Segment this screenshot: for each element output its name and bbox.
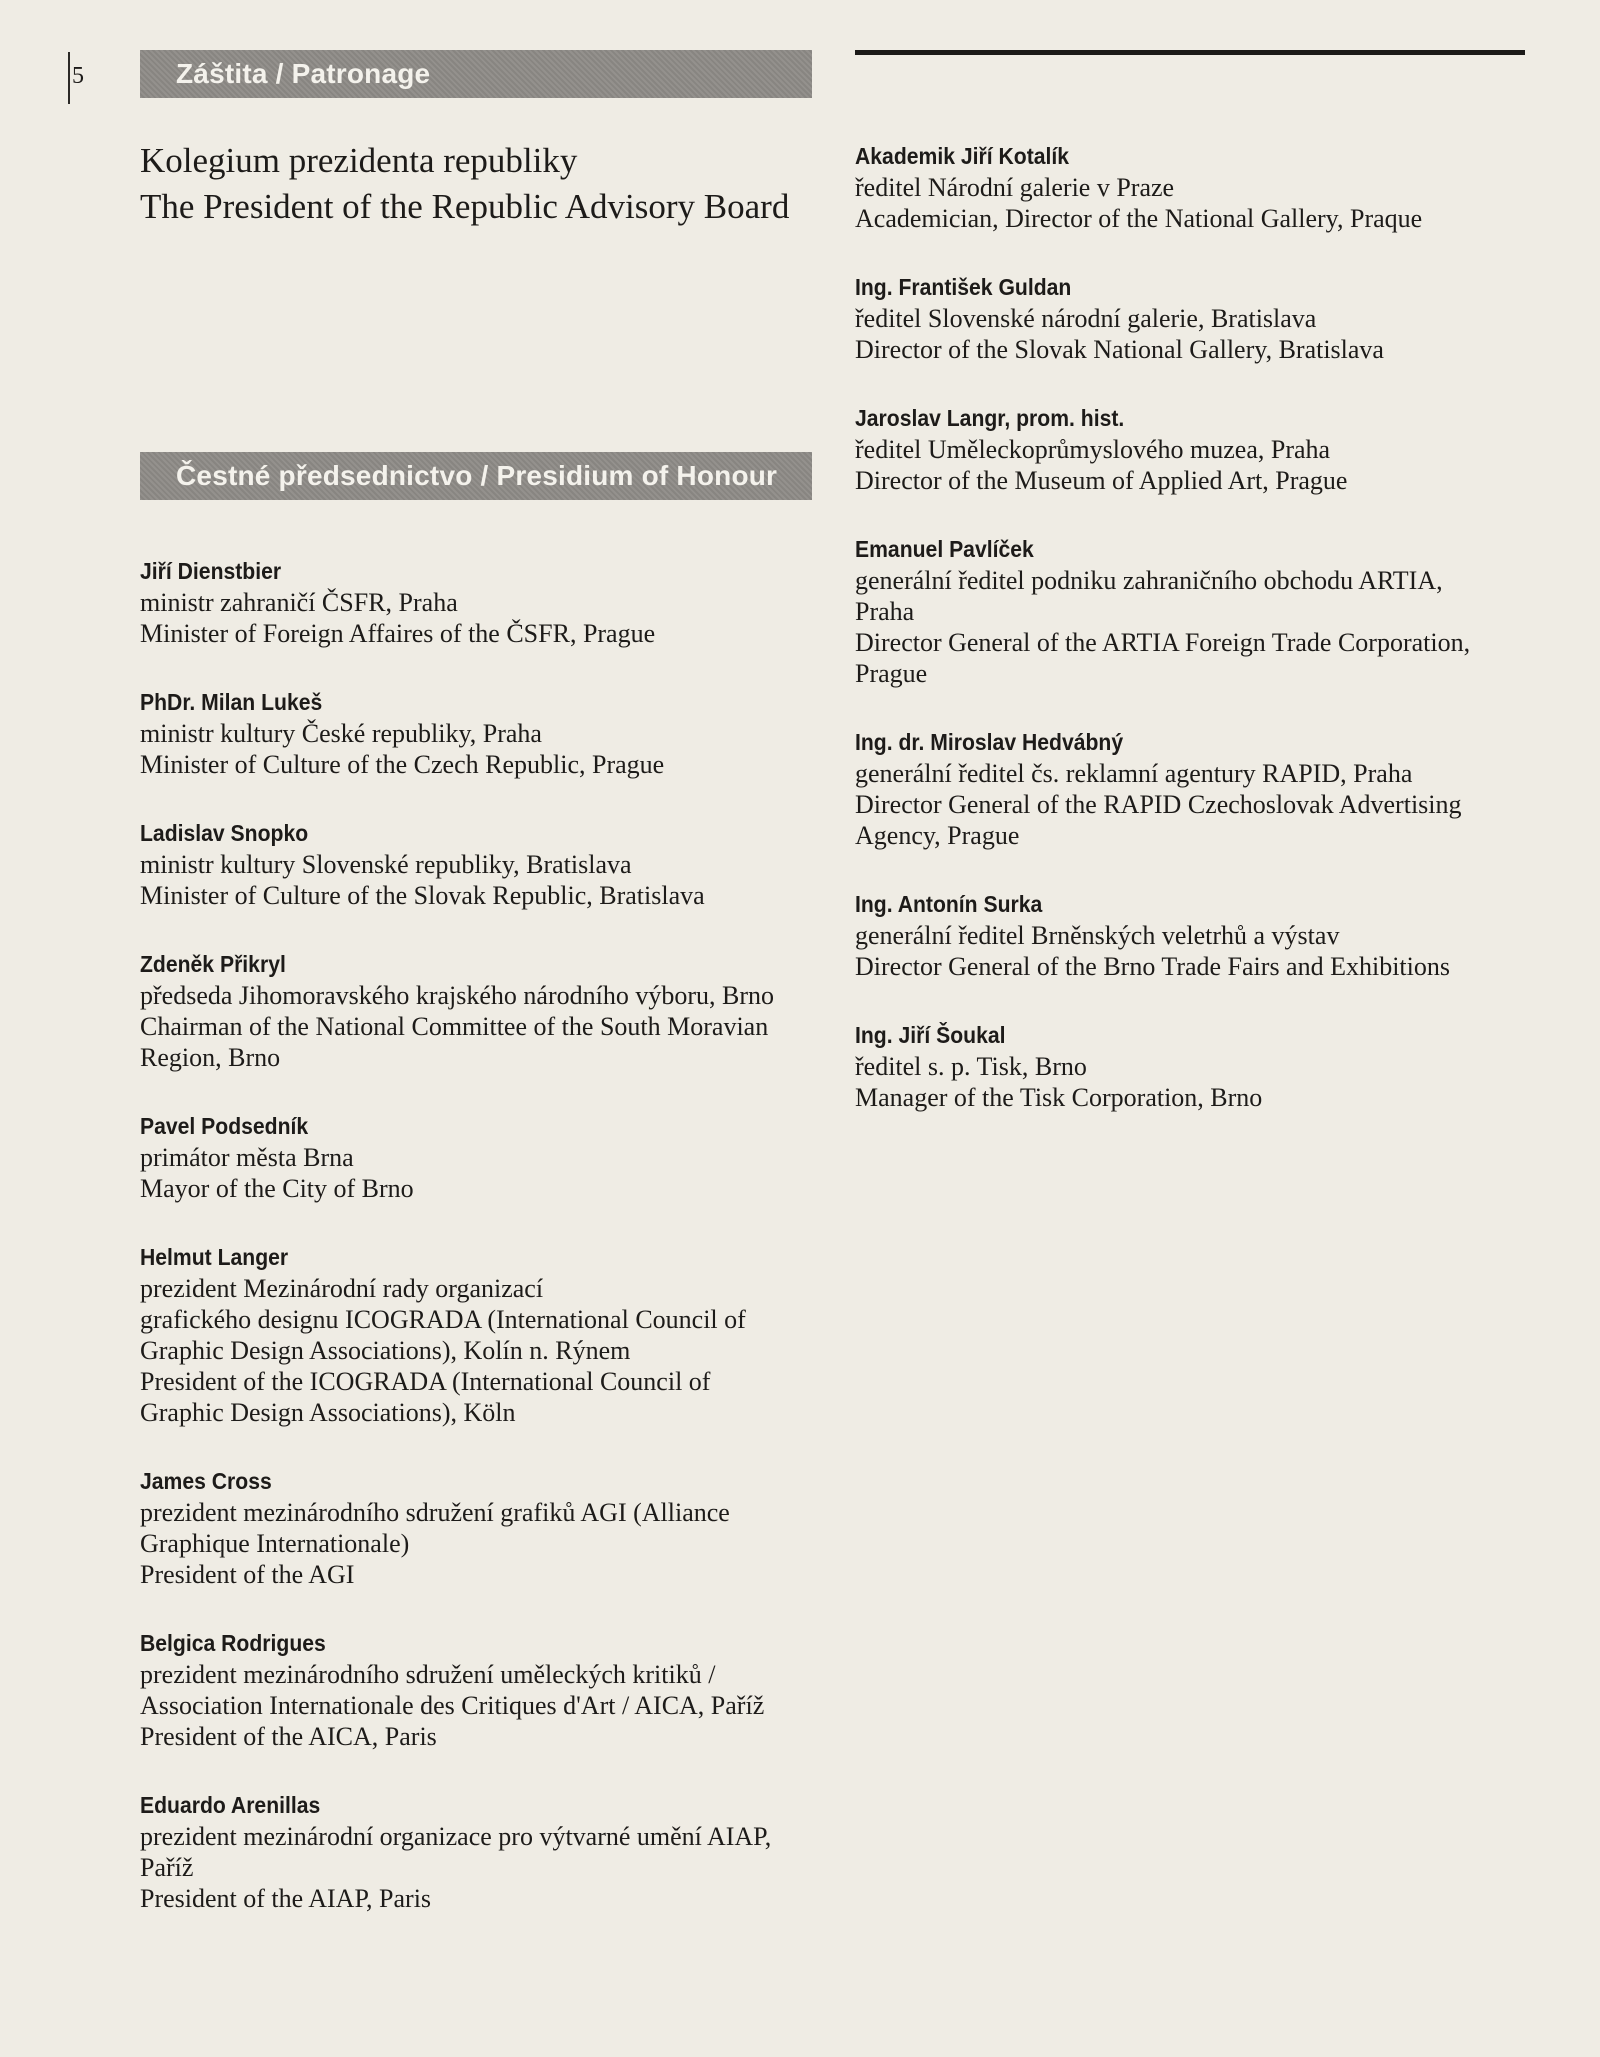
presidium-entry [855,727,1525,851]
entry-line: Chairman of the National Committee of the South Moravian [140,1012,769,1041]
presidium-entry [855,1020,1525,1113]
entry-line: ředitel Slovenské národní galerie, Bratislava [855,304,1317,333]
patronage-body [140,138,812,230]
entry-line: Region, Brno [140,1043,281,1072]
right-column [855,50,1525,1151]
entry-line: prezident mezinárodního sdružení grafiků AGI (Alliance [140,1498,730,1527]
entry-line: generální ředitel podniku zahraničního obchodu ARTIA, [855,566,1443,595]
entry-line: ministr kultury Slovenské republiky, Bratislava [140,850,632,879]
entry-line: Director of the Slovak National Gallery, Bratislava [855,335,1384,364]
presidium-right-list [855,141,1525,1113]
entry-line: Mayor of the City of Brno [140,1174,414,1203]
entry-line: ředitel Národní galerie v Praze [855,173,1175,202]
entry-name: Ing. Antonín Surka [855,891,1043,917]
entry-line: generální ředitel čs. reklamní agentury RAPID, Praha [855,759,1413,788]
entry-line: Paříž [140,1853,194,1882]
entry-line: Director General of the Brno Trade Fairs and Exhibitions [855,952,1450,981]
patronage-line: The President of the Republic Advisory Board [140,187,790,226]
entry-line: prezident Mezinárodní rady organizací [140,1274,544,1303]
entry-line: Praha [855,597,915,626]
entry-name: Jiří Dienstbier [140,558,282,584]
presidium-entry [855,403,1525,496]
entry-line: Prague [855,659,928,688]
entry-name: Helmut Langer [140,1244,289,1270]
presidium-entry [855,141,1525,234]
entry-line: Graphique Internationale) [140,1529,410,1558]
presidium-entry [855,889,1525,982]
presidium-entry [140,949,812,1073]
entry-line: Graphic Design Associations), Kolín n. Rýnem [140,1336,631,1365]
presidium-entry [140,687,812,780]
patronage-line: Kolegium prezidenta republiky [140,141,578,180]
entry-line: prezident mezinárodního sdružení uměleckých kritiků / [140,1660,716,1689]
entry-name: Zdeněk Přikryl [140,951,286,977]
presidium-entry [855,272,1525,365]
page-number: 5 [72,63,84,89]
entry-line: Manager of the Tisk Corporation, Brno [855,1083,1263,1112]
patronage-header: Záštita / Patronage [140,50,812,98]
entry-line: Graphic Design Associations), Köln [140,1398,516,1427]
entry-line: Director General of the ARTIA Foreign Trade Corporation, [855,628,1471,657]
left-column [140,50,812,1952]
page-margin-rule [68,52,70,104]
entry-line: grafického designu ICOGRADA (International Council of [140,1305,746,1334]
entry-line: President of the AGI [140,1560,355,1589]
top-rule [855,50,1525,55]
presidium-entry [140,556,812,649]
presidium-entry [855,534,1525,689]
entry-name: Ing. Jiří Šoukal [855,1022,1006,1048]
entry-line: Minister of Culture of the Czech Republic, Prague [140,750,665,779]
entry-line: Minister of Culture of the Slovak Republic, Bratislava [140,881,705,910]
entry-line: ředitel s. p. Tisk, Brno [855,1052,1087,1081]
presidium-entry [140,1242,812,1428]
entry-line: Director of the Museum of Applied Art, Prague [855,466,1348,495]
entry-line: Director General of the RAPID Czechoslovak Advertising [855,790,1462,819]
entry-name: Ing. dr. Miroslav Hedvábný [855,729,1124,755]
entry-name: Akademik Jiří Kotalík [855,143,1070,169]
entry-name: Ladislav Snopko [140,820,309,846]
entry-name: Pavel Podsedník [140,1113,309,1139]
entry-line: Academician, Director of the National Gallery, Praque [855,204,1423,233]
entry-line: President of the AICA, Paris [140,1722,437,1751]
entry-line: Association Internationale des Critiques d'Art / AICA, Paříž [140,1691,765,1720]
presidium-header: Čestné předsednictvo / Presidium of Honour [140,452,812,500]
presidium-entry [140,1790,812,1914]
presidium-entry [140,1111,812,1204]
entry-line: ministr kultury České republiky, Praha [140,719,542,748]
entry-line: ředitel Uměleckoprůmyslového muzea, Praha [855,435,1331,464]
entry-line: předseda Jihomoravského krajského národního výboru, Brno [140,981,774,1010]
presidium-entry [140,1628,812,1752]
entry-line: primátor města Brna [140,1143,354,1172]
entry-line: prezident mezinárodní organizace pro výtvarné umění AIAP, [140,1822,772,1851]
entry-name: PhDr. Milan Lukeš [140,689,323,715]
entry-name: Eduardo Arenillas [140,1792,321,1818]
entry-name: Ing. František Guldan [855,274,1072,300]
entry-line: Minister of Foreign Affaires of the ČSFR, Prague [140,619,656,648]
entry-line: Agency, Prague [855,821,1020,850]
entry-line: generální ředitel Brněnských veletrhů a výstav [855,921,1340,950]
entry-name: James Cross [140,1468,272,1494]
presidium-entry [140,818,812,911]
entry-line: President of the ICOGRADA (International Council of [140,1367,711,1396]
entry-name: Jaroslav Langr, prom. hist. [855,405,1125,431]
entry-name: Belgica Rodrigues [140,1630,326,1656]
presidium-left-list [140,556,812,1914]
entry-name: Emanuel Pavlíček [855,536,1034,562]
entry-line: President of the AIAP, Paris [140,1884,432,1913]
presidium-entry [140,1466,812,1590]
entry-line: ministr zahraničí ČSFR, Praha [140,588,458,617]
